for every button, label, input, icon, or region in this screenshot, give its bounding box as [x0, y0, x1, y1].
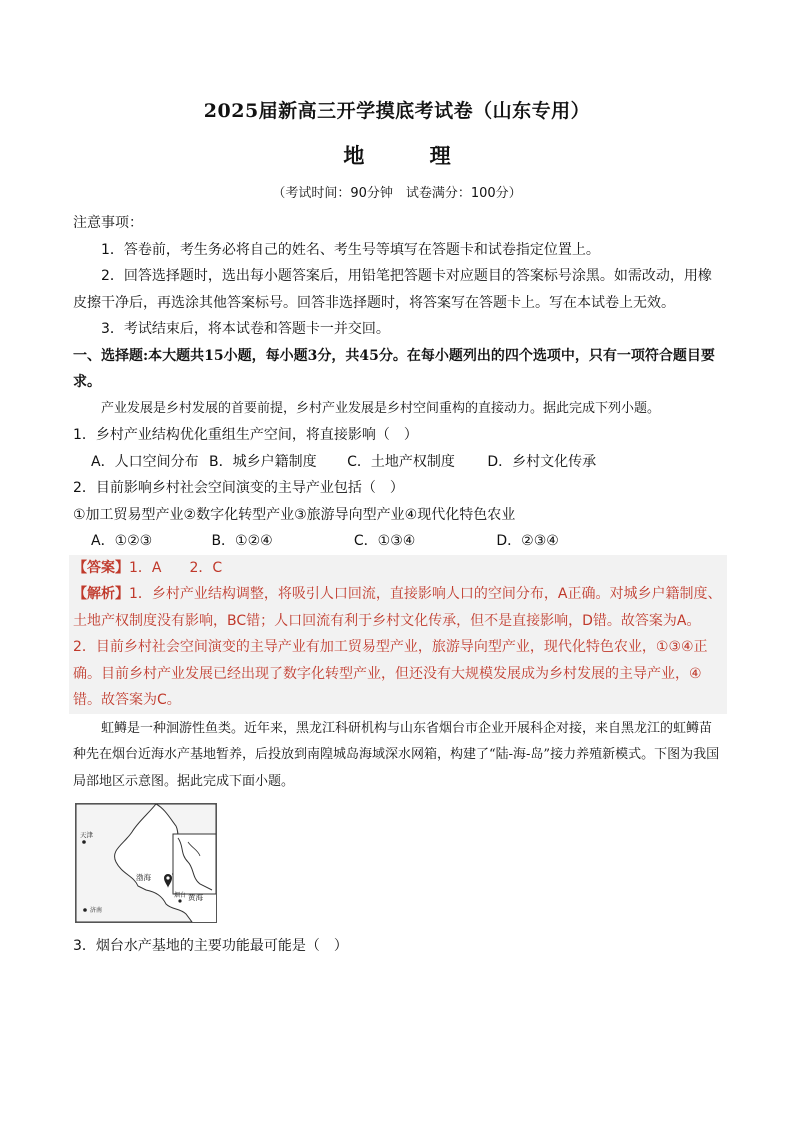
analysis-2: 2．目前乡村社会空间演变的主导产业有加工贸易型产业，旅游导向型产业，现代化特色农业，①③④正确。目前乡村产业发展已经出现了数字化转型产业，但还没有大规模发展成为乡村发展的主导产业，④错。故答案为C。	[73, 639, 708, 708]
answer-box	[69, 555, 727, 714]
option-a: A．①②③	[91, 533, 153, 549]
analysis-label: 【解析】	[73, 586, 129, 602]
question-group-stem: 虹鳟是一种洄游性鱼类。近年来，黑龙江科研机构与山东省烟台市企业开展科企对接，来自黑龙江的虹鳟苗种先在烟台近海水产基地暂养，后投放到南隍城岛海域深水网箱，构建了“陆-海-岛”接力养殖新模式。下图为我国局部地区示意图。据此完成下面小题。	[73, 720, 720, 789]
answer-text: 1．A 2．C	[129, 559, 223, 576]
question-group-stem: 产业发展是乡村发展的首要前提，乡村产业发展是乡村空间重构的直接动力。据此完成下列小题。	[101, 400, 661, 416]
option-b: B．①②④	[211, 533, 273, 549]
option-c: C．土地产权制度	[347, 453, 455, 470]
map-label-huanghai: 黄海	[188, 893, 203, 902]
question-2-items: ①加工贸易型产业②数字化转型产业③旅游导向型产业④现代化特色农业	[73, 506, 516, 523]
map-label-yantai: 烟台	[174, 892, 187, 899]
question-1: 1．乡村产业结构优化重组生产空间，将直接影响（ ）	[73, 427, 418, 443]
analysis-1	[73, 581, 727, 634]
analysis-1-text: 1．乡村产业结构调整，将吸引人口回流，直接影响人口的空间分布，A正确。对城乡户籍制度、土地产权制度没有影响，BC错；人口回流有利于乡村文化传承，但不是直接影响，D错。故答案为A。	[73, 586, 722, 629]
option-c: C．①③④	[353, 533, 416, 549]
note-item: 2．回答选择题时，选出每小题答案后，用铅笔把答题卡对应题目的答案标号涂黑。如需改动，用橡皮擦干净后，再选涂其他答案标号。回答非选择题时，将答案写在答题卡上。写在本试卷上无效。	[73, 268, 712, 311]
option-b: B．城乡户籍制度	[209, 453, 317, 470]
exam-title: 2025届新高三开学摸底考试卷（山东专用）	[203, 100, 591, 122]
exam-info: （考试时间：90分钟 试卷满分：100分）	[272, 186, 522, 201]
answer-label: 【答案】	[73, 559, 129, 576]
exam-body	[73, 210, 723, 960]
subject-title: 地 理	[343, 143, 451, 168]
note-item: 3．考试结束后，将本试卷和答题卡一并交回。	[101, 321, 390, 337]
option-a: A．人口空间分布	[91, 453, 199, 470]
map-label-jinan: 济南	[90, 907, 103, 914]
region-map	[75, 803, 217, 923]
question-2-options	[73, 528, 723, 555]
option-d: D．乡村文化传承	[487, 453, 597, 470]
section-heading: 一、选择题:本大题共15小题，每小题3分，共45分。在每小题列出的四个选项中，只有一项符合题目要求。	[73, 347, 715, 390]
question-3: 3．烟台水产基地的主要功能最可能是（ ）	[73, 938, 348, 954]
map-label-tianjin: 天津	[80, 831, 93, 839]
map-label-bohai: 渤海	[136, 873, 151, 882]
notes-heading: 注意事项：	[73, 215, 143, 231]
option-d: D．②③④	[496, 533, 559, 549]
note-item: 1．答卷前，考生务必将自己的姓名、考生号等填写在答题卡和试卷指定位置上。	[101, 241, 600, 258]
answer-line	[73, 555, 727, 582]
question-1-options	[73, 449, 723, 476]
question-2: 2．目前影响乡村社会空间演变的主导产业包括（ ）	[73, 480, 404, 496]
